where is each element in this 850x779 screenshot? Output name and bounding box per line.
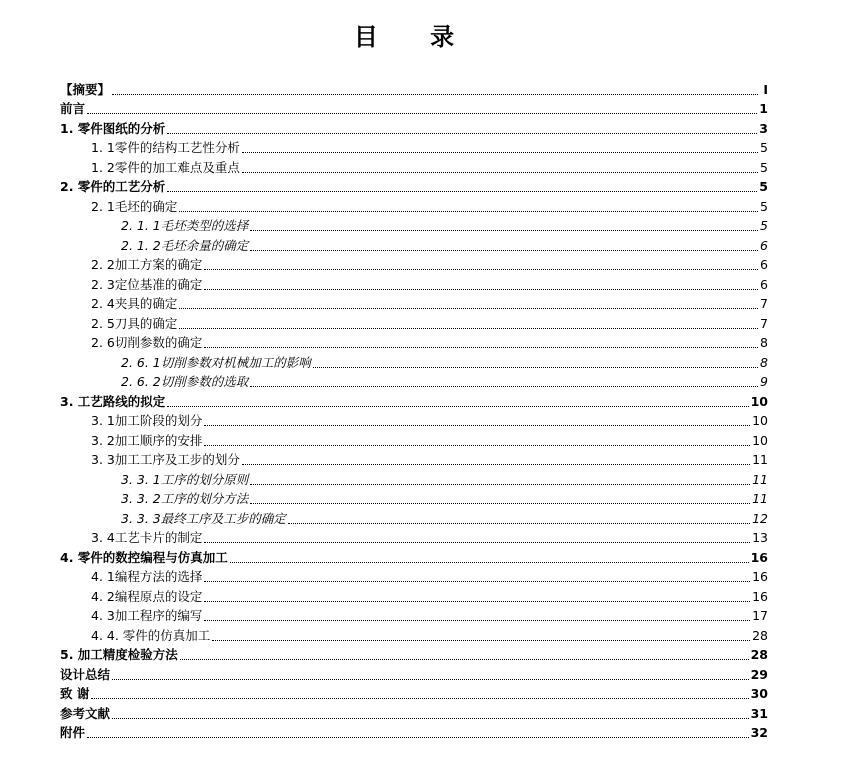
toc-entry-page-number: 5	[760, 140, 768, 155]
toc-entry-label: 2. 6切削参数的确定	[91, 335, 203, 350]
toc-entry[interactable]	[60, 586, 768, 606]
dot-leader	[167, 132, 757, 134]
toc-entry-label: 附件	[60, 725, 86, 740]
toc-entry-label: 前言	[60, 101, 86, 116]
toc-entry-page-number: 6	[760, 276, 768, 292]
toc-entry-label: 3. 2加工顺序的安排	[91, 432, 203, 448]
dot-leader	[112, 678, 749, 680]
toc-entry-page-number: 5	[760, 218, 768, 233]
toc-entry-label: 4. 零件的数控编程与仿真加工	[60, 549, 228, 565]
dot-leader	[212, 639, 750, 641]
toc-entry-label: 4. 1编程方法的选择	[91, 569, 203, 584]
toc-entry-page-number: 12	[752, 510, 768, 526]
toc-entry-page-number: 5	[759, 179, 768, 194]
toc-entry[interactable]	[60, 313, 768, 333]
toc-entry[interactable]	[60, 352, 768, 372]
toc-entry-page-number: 5	[760, 198, 768, 214]
dot-leader	[250, 483, 750, 485]
toc-entry-label: 2. 6. 1切削参数对机械加工的影响	[121, 354, 311, 370]
toc-entry-page-number: 6	[760, 237, 768, 253]
dot-leader	[242, 171, 758, 173]
toc-entry[interactable]	[60, 391, 768, 411]
toc-entry-page-number: 1	[759, 101, 768, 116]
toc-entry[interactable]	[60, 723, 768, 743]
toc-entry-label: 5. 加工精度检验方法	[60, 647, 178, 662]
toc-entry[interactable]	[60, 216, 768, 236]
toc-entry[interactable]	[60, 235, 768, 255]
toc-entry-label: 2. 1. 2毛坯余量的确定	[121, 237, 249, 253]
toc-entry-page-number: 31	[750, 705, 768, 721]
toc-entry-page-number: 11	[752, 452, 768, 467]
toc-entry-label: 1. 2零件的加工难点及重点	[91, 159, 240, 175]
toc-entry-label: 3. 工艺路线的拟定	[60, 393, 166, 409]
dot-leader	[179, 307, 758, 309]
toc-entry[interactable]	[60, 567, 768, 587]
toc-entry-label: 3. 3. 3最终工序及工步的确定	[121, 510, 286, 526]
toc-entry[interactable]	[60, 177, 768, 197]
toc-entry-label: 2. 1. 1毛坯类型的选择	[121, 218, 249, 233]
toc-entry-page-number: 6	[760, 257, 768, 272]
toc-entry[interactable]	[60, 79, 768, 99]
toc-entry-page-number: 16	[752, 588, 768, 604]
toc-entry-label: 1. 1零件的结构工艺性分析	[91, 140, 240, 155]
toc-entry[interactable]	[60, 333, 768, 353]
toc-entry[interactable]	[60, 411, 768, 431]
toc-entry-label: 致 谢	[60, 686, 90, 701]
dot-leader	[230, 561, 749, 563]
toc-entry[interactable]	[60, 138, 768, 158]
toc-entry-label: 2. 2加工方案的确定	[91, 257, 203, 272]
toc-entry-label: 3. 3. 2工序的划分方法	[121, 491, 249, 506]
dot-leader	[204, 424, 750, 426]
toc-entry-label: 3. 1加工阶段的划分	[91, 413, 203, 428]
toc-entry-page-number: 7	[760, 296, 768, 311]
toc-entry-label: 3. 3. 1工序的划分原则	[121, 471, 249, 487]
dot-leader	[87, 736, 749, 738]
toc-entry-label: 【摘要】	[60, 81, 111, 97]
toc-entry[interactable]	[60, 255, 768, 275]
toc-entry[interactable]	[60, 703, 768, 723]
toc-entry[interactable]	[60, 157, 768, 177]
dot-leader	[204, 541, 750, 543]
toc-entry-page-number: I	[763, 81, 768, 97]
dot-leader	[242, 151, 758, 153]
toc-entry[interactable]	[60, 196, 768, 216]
dot-leader	[167, 405, 748, 407]
toc-entry-page-number: 7	[760, 315, 768, 331]
toc-entry-page-number: 11	[752, 491, 768, 506]
dot-leader	[204, 346, 758, 348]
toc-entry-page-number: 32	[750, 725, 768, 740]
toc-entry-label: 2. 5刀具的确定	[91, 315, 178, 331]
toc-entry-label: 2. 4夹具的确定	[91, 296, 178, 311]
dot-leader	[179, 210, 758, 212]
dot-leader	[288, 522, 750, 524]
toc-entry-label: 2. 零件的工艺分析	[60, 179, 166, 194]
toc-entry-page-number: 8	[760, 354, 768, 370]
toc-entry-page-number: 28	[752, 627, 768, 643]
toc-entry-page-number: 3	[759, 120, 768, 136]
dot-leader	[91, 697, 748, 699]
toc-entry-label: 设计总结	[60, 666, 111, 682]
toc-entry-label: 2. 3定位基准的确定	[91, 276, 203, 292]
dot-leader	[250, 229, 758, 231]
toc-entry-label: 参考文献	[60, 705, 111, 721]
dot-leader	[180, 658, 749, 660]
toc-entry[interactable]	[60, 645, 768, 665]
dot-leader	[204, 580, 750, 582]
toc-entry-label: 4. 4. 零件的仿真加工	[91, 627, 211, 643]
page-title: 目 录	[353, 23, 477, 51]
dot-leader	[167, 190, 757, 192]
toc-entry-label: 1. 零件图纸的分析	[60, 120, 166, 136]
toc-entry[interactable]	[60, 547, 768, 567]
toc-entry-page-number: 5	[760, 159, 768, 175]
toc-entry-page-number: 16	[750, 549, 768, 565]
toc-entry[interactable]	[60, 294, 768, 314]
toc-entry[interactable]	[60, 118, 768, 138]
toc-entry-label: 3. 4工艺卡片的制定	[91, 530, 203, 545]
dot-leader	[250, 249, 758, 251]
dot-leader	[112, 717, 749, 719]
toc-entry-label: 4. 2编程原点的设定	[91, 588, 203, 604]
toc-entry-page-number: 17	[752, 608, 768, 623]
toc-entry[interactable]	[60, 450, 768, 470]
toc-entry-page-number: 10	[750, 393, 768, 409]
toc-entry[interactable]	[60, 625, 768, 645]
toc-entry-page-number: 30	[750, 686, 768, 701]
toc-entry-page-number: 11	[752, 471, 768, 487]
dot-leader	[250, 385, 758, 387]
toc-entry-page-number: 13	[752, 530, 768, 545]
toc-entry[interactable]	[60, 684, 768, 704]
toc-entry-page-number: 9	[760, 374, 768, 389]
toc-entry-page-number: 10	[752, 432, 768, 448]
toc-entry[interactable]	[60, 508, 768, 528]
dot-leader	[204, 619, 750, 621]
toc-entry-page-number: 28	[750, 647, 768, 662]
dot-leader	[313, 366, 758, 368]
toc-entry-label: 2. 1毛坯的确定	[91, 198, 178, 214]
dot-leader	[242, 463, 750, 465]
toc-entry[interactable]	[60, 99, 768, 119]
dot-leader	[250, 502, 750, 504]
dot-leader	[87, 112, 757, 114]
toc-entry-page-number: 29	[750, 666, 768, 682]
toc-entry[interactable]	[60, 489, 768, 509]
toc-entry[interactable]	[60, 664, 768, 684]
toc-entry[interactable]	[60, 469, 768, 489]
toc-entry[interactable]	[60, 606, 768, 626]
dot-leader	[204, 600, 750, 602]
toc-entry[interactable]	[60, 274, 768, 294]
toc-entry[interactable]	[60, 528, 768, 548]
toc-entry-label: 4. 3加工程序的编写	[91, 608, 203, 623]
dot-leader	[112, 93, 758, 95]
toc-entry-label: 3. 3加工工序及工步的划分	[91, 452, 240, 467]
dot-leader	[179, 327, 758, 329]
toc-entry-page-number: 10	[752, 413, 768, 428]
toc-entry-page-number: 16	[752, 569, 768, 584]
toc-entry-page-number: 8	[760, 335, 768, 350]
dot-leader	[204, 444, 750, 446]
dot-leader	[204, 288, 758, 290]
toc-entry[interactable]	[60, 430, 768, 450]
toc-entry-label: 2. 6. 2切削参数的选取	[121, 374, 249, 389]
dot-leader	[204, 268, 758, 270]
toc-entry[interactable]	[60, 372, 768, 392]
table-of-contents	[60, 79, 768, 742]
